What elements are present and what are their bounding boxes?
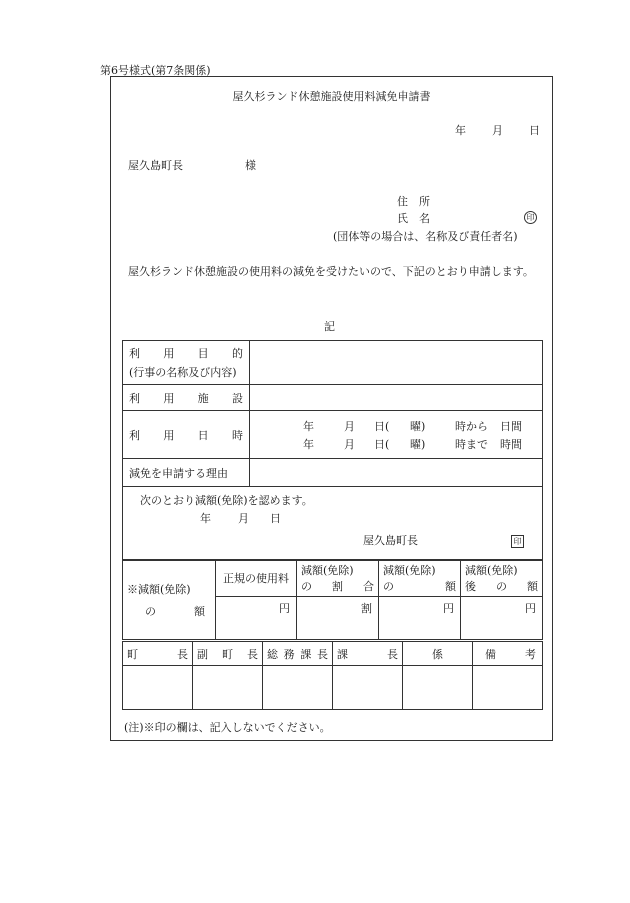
amount-header-row xyxy=(123,560,543,597)
applicant-address-label: 住 所 xyxy=(397,195,430,208)
approval-date-day: 日 xyxy=(270,511,281,525)
stamp-box-deputy-mayor[interactable] xyxy=(193,666,263,710)
purpose-label-cell xyxy=(123,341,250,385)
approval-mayor: 屋久島町長 xyxy=(363,533,418,547)
stamp-box-section-chief[interactable] xyxy=(333,666,403,710)
stamp-box-row xyxy=(123,666,543,710)
footnote: (注)※印の欄は、記入しないでください。 xyxy=(124,721,331,734)
reason-input[interactable] xyxy=(250,459,543,487)
stamp-box-mayor[interactable] xyxy=(123,666,193,710)
purpose-input[interactable] xyxy=(250,341,543,385)
date-line xyxy=(455,122,540,138)
regular-fee-header: 正規の使用料 xyxy=(216,560,297,597)
request-body-text: 屋久杉ランド休憩施設の使用料の減免を受けたいので、下記のとおり申請します。 xyxy=(128,265,534,278)
date-year: 年 xyxy=(455,124,466,137)
datetime-label: 利 用 日 時 xyxy=(129,428,243,442)
purpose-label: 利 用 目 的 xyxy=(129,347,243,360)
stamp-box-general-affairs[interactable] xyxy=(263,666,333,710)
purpose-row xyxy=(123,341,543,385)
datetime-label-cell xyxy=(123,411,250,459)
approval-cell xyxy=(123,487,543,561)
reduction-amount-header: 減額(免除) の 額 xyxy=(379,560,461,597)
stamp-header-remarks: 備 考 xyxy=(473,642,543,666)
approval-date-month: 月 xyxy=(238,511,249,525)
applicant-name-label: 氏 名 xyxy=(397,212,430,225)
approval-text: 次のとおり減額(免除)を認めます。 xyxy=(140,493,313,507)
datetime-row xyxy=(123,411,543,459)
facility-label: 利 用 施 設 xyxy=(129,391,243,405)
stamp-box-staff[interactable] xyxy=(403,666,473,710)
stamp-header-mayor: 町 長 xyxy=(123,642,193,666)
form-title: 屋久杉ランド休憩施設使用料減免申請書 xyxy=(232,90,431,103)
applicant-note: (団体等の場合は、名称及び責任者名) xyxy=(333,230,518,243)
stamp-header-section-chief: 課 長 xyxy=(333,642,403,666)
amount-table xyxy=(122,559,543,640)
approval-row xyxy=(123,487,543,561)
date-day: 日 xyxy=(529,124,540,137)
amount-row-label: ※減額(免除) の 額 xyxy=(123,560,216,640)
facility-label-cell xyxy=(123,385,250,411)
reason-row xyxy=(123,459,543,487)
stamp-header-row xyxy=(123,642,543,666)
approval-seal-icon: 印 xyxy=(511,534,524,548)
reduction-amount-cell[interactable]: 円 xyxy=(379,597,461,640)
stamp-header-staff: 係 xyxy=(403,642,473,666)
approval-date-year: 年 xyxy=(200,511,211,525)
applicant-seal-icon: 印 xyxy=(524,210,537,224)
datetime-input[interactable]: 年 月 日( 曜) 時から 日間 年 月 日( 曜) 時まで 時間 xyxy=(250,411,543,459)
ki-heading: 記 xyxy=(324,320,335,333)
purpose-sub-label: (行事の名称及び内容) xyxy=(129,366,237,379)
reduction-ratio-header: 減額(免除) の 割 合 xyxy=(297,560,379,597)
regular-fee-cell[interactable]: 円 xyxy=(216,597,297,640)
date-month: 月 xyxy=(492,124,503,137)
reduction-ratio-cell[interactable]: 割 xyxy=(297,597,379,640)
after-reduction-header: 減額(免除) 後 の 額 xyxy=(461,560,543,597)
request-table xyxy=(122,340,543,561)
addressee-honorific: 様 xyxy=(245,159,256,172)
facility-row xyxy=(123,385,543,411)
form-number: 第6号様式(第7条関係) xyxy=(100,64,211,77)
after-reduction-cell[interactable]: 円 xyxy=(461,597,543,640)
reason-label: 減免を申請する理由 xyxy=(123,459,250,487)
stamp-table xyxy=(122,641,543,710)
facility-input[interactable] xyxy=(250,385,543,411)
stamp-header-deputy-mayor: 副 町 長 xyxy=(193,642,263,666)
stamp-header-general-affairs: 総 務 課 長 xyxy=(263,642,333,666)
addressee-name: 屋久島町長 xyxy=(128,159,183,172)
stamp-box-remarks[interactable] xyxy=(473,666,543,710)
